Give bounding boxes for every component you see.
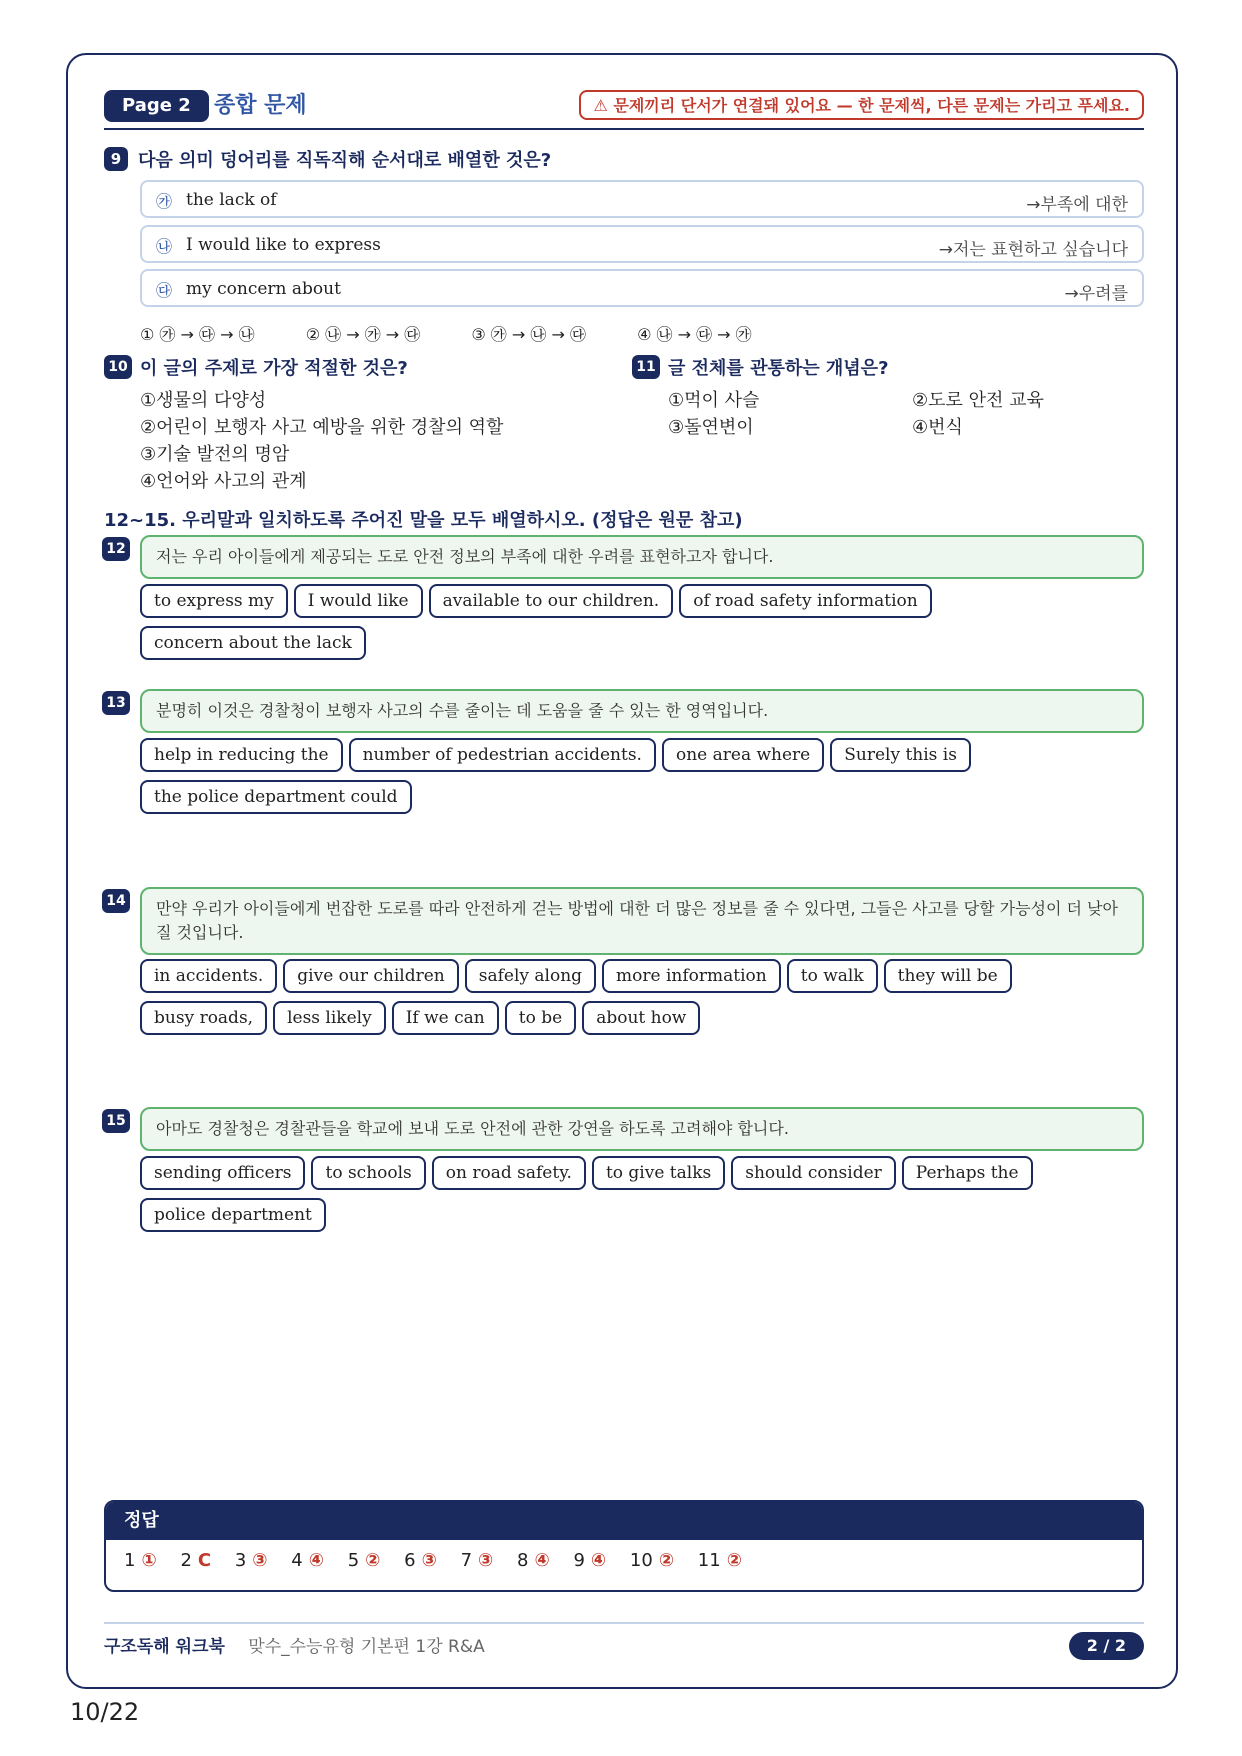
warning-banner: ⚠ 문제끼리 단서가 연결돼 있어요 — 한 문제씩, 다른 문제는 가리고 푸세요.: [579, 90, 1144, 120]
chunk-marker: ㉯: [156, 237, 173, 256]
answer-item: 7 ③: [460, 1550, 494, 1571]
word-tile[interactable]: to express my: [140, 584, 288, 618]
answer-item: 6 ③: [404, 1550, 437, 1571]
question-number-11: 11: [632, 355, 660, 379]
answer-item: 3 ③: [234, 1550, 268, 1571]
word-tile[interactable]: police department: [140, 1198, 326, 1232]
question-number-9: 9: [104, 147, 128, 171]
q10-option-1[interactable]: ①생물의 다양성: [140, 390, 267, 411]
chunk-korean: →저는 표현하고 싶습니다: [938, 240, 1128, 260]
word-tile[interactable]: the police department could: [140, 780, 412, 814]
instruction-12-15: 12~15. 우리말과 일치하도록 주어진 말을 모두 배열하시오. (정답은 원문 참고): [104, 510, 743, 531]
word-tile[interactable]: they will be: [884, 959, 1012, 993]
q10-option-4[interactable]: ④언어와 사고의 관계: [140, 471, 307, 492]
page-badge: Page 2: [104, 90, 209, 122]
word-tile[interactable]: of road safety information: [679, 584, 932, 618]
answer-item: 8 ④: [517, 1550, 550, 1571]
word-tile[interactable]: safely along: [465, 959, 596, 993]
word-tile[interactable]: to be: [505, 1001, 576, 1035]
answer-item: 11 ②: [697, 1550, 742, 1571]
word-tile[interactable]: Perhaps the: [902, 1156, 1033, 1190]
sheet-number: 10/22: [70, 1698, 140, 1726]
choice-1[interactable]: ① ㉮ → ㉰ → ㉯: [140, 325, 255, 344]
word-tile[interactable]: I would like: [294, 584, 423, 618]
korean-sentence-14: 만약 우리가 아이들에게 번잡한 도로를 따라 안전하게 걷는 방법에 대한 더 많은 정보를 줄 수 있다면, 그들은 사고를 당할 가능성이 더 낮아질 것입니다.: [140, 887, 1144, 955]
q10-option-3[interactable]: ③기술 발전의 명암: [140, 444, 290, 465]
chunk-marker: ㉰: [156, 281, 173, 300]
question-number-13: 13: [102, 691, 130, 715]
question-number-15: 15: [102, 1109, 130, 1133]
word-bank-14: [140, 959, 1150, 1043]
word-tile[interactable]: in accidents.: [140, 959, 277, 993]
answer-item: 10 ②: [629, 1550, 675, 1571]
choice-4[interactable]: ④ ㉯ → ㉰ → ㉮: [637, 325, 752, 344]
footer-info: [104, 1632, 485, 1657]
choice-3[interactable]: ③ ㉮ → ㉯ → ㉰: [471, 325, 586, 344]
word-tile[interactable]: sending officers: [140, 1156, 305, 1190]
q10-option-2[interactable]: ②어린이 보행자 사고 예방을 위한 경찰의 역할: [140, 417, 504, 438]
word-bank-15: [140, 1156, 1150, 1240]
word-tile[interactable]: to give talks: [592, 1156, 725, 1190]
chunk-row-da: [140, 269, 1144, 307]
q11-option-3[interactable]: ③돌연변이: [668, 417, 754, 438]
question-9-choices: [140, 322, 798, 345]
q11-option-4[interactable]: ④번식: [912, 417, 963, 438]
question-10-text: 이 글의 주제로 가장 적절한 것은?: [140, 358, 408, 379]
question-number-14: 14: [102, 889, 130, 913]
korean-sentence-12: 저는 우리 아이들에게 제공되는 도로 안전 정보의 부족에 대한 우려를 표현하고자 합니다.: [140, 535, 1144, 579]
footer-page-indicator: 2 / 2: [1069, 1632, 1144, 1660]
chunk-english: the lack of: [186, 190, 277, 210]
word-tile[interactable]: busy roads,: [140, 1001, 267, 1035]
answer-key: [104, 1500, 1144, 1592]
answer-list: [106, 1540, 1142, 1581]
page-header: [104, 90, 1144, 130]
chunk-english: I would like to express: [186, 235, 381, 255]
footer-brand: 구조독해 워크북: [104, 1637, 225, 1657]
question-11-text: 글 전체를 관통하는 개념은?: [668, 358, 889, 379]
korean-sentence-15: 아마도 경찰청은 경찰관들을 학교에 보내 도로 안전에 관한 강연을 하도록 고려해야 합니다.: [140, 1107, 1144, 1151]
chunk-korean: →우려를: [1064, 284, 1128, 304]
question-number-12: 12: [102, 537, 130, 561]
word-tile[interactable]: should consider: [731, 1156, 896, 1190]
question-9-text: 다음 의미 덩어리를 직독직해 순서대로 배열한 것은?: [138, 150, 552, 171]
chunk-row-na: [140, 225, 1144, 263]
page-title: 종합 문제: [214, 93, 307, 118]
chunk-row-ga: [140, 180, 1144, 218]
word-tile[interactable]: less likely: [273, 1001, 386, 1035]
q11-option-1[interactable]: ①먹이 사슬: [668, 390, 760, 411]
word-tile[interactable]: Surely this is: [830, 738, 971, 772]
question-number-10: 10: [104, 355, 132, 379]
word-bank-12: [140, 584, 1150, 668]
word-tile[interactable]: available to our children.: [429, 584, 674, 618]
word-tile[interactable]: help in reducing the: [140, 738, 343, 772]
word-tile[interactable]: to walk: [787, 959, 878, 993]
answer-item: 2 C: [180, 1550, 212, 1571]
word-tile[interactable]: number of pedestrian accidents.: [349, 738, 656, 772]
word-tile[interactable]: about how: [582, 1001, 700, 1035]
footer-subtitle: 맞수_수능유형 기본편 1강 R&A: [248, 1637, 485, 1657]
answer-key-title: 정답: [106, 1502, 1142, 1540]
q11-option-2[interactable]: ②도로 안전 교육: [912, 390, 1044, 411]
answer-item: 5 ②: [347, 1550, 381, 1571]
word-tile[interactable]: on road safety.: [432, 1156, 586, 1190]
chunk-english: my concern about: [186, 279, 341, 299]
word-tile[interactable]: If we can: [392, 1001, 499, 1035]
word-tile[interactable]: one area where: [662, 738, 824, 772]
word-bank-13: [140, 738, 1150, 822]
footer-divider: [104, 1622, 1144, 1624]
choice-2[interactable]: ② ㉯ → ㉮ → ㉰: [305, 325, 421, 344]
answer-item: 1 ①: [124, 1550, 157, 1571]
chunk-marker: ㉮: [156, 192, 173, 211]
answer-item: 4 ④: [291, 1550, 324, 1571]
word-tile[interactable]: concern about the lack: [140, 626, 366, 660]
word-tile[interactable]: give our children: [283, 959, 458, 993]
word-tile[interactable]: more information: [602, 959, 781, 993]
word-tile[interactable]: to schools: [311, 1156, 425, 1190]
chunk-korean: →부족에 대한: [1026, 195, 1128, 215]
answer-item: 9 ④: [573, 1550, 607, 1571]
korean-sentence-13: 분명히 이것은 경찰청이 보행자 사고의 수를 줄이는 데 도움을 줄 수 있는 한 영역입니다.: [140, 689, 1144, 733]
